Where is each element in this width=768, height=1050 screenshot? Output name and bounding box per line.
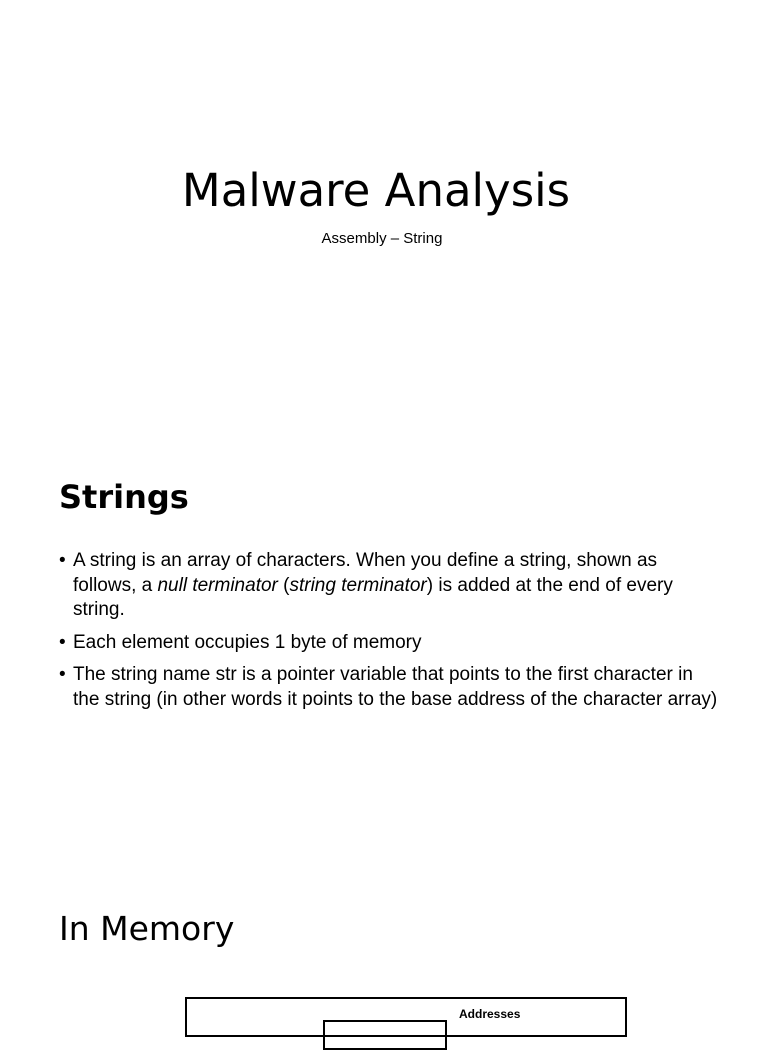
bullet-dot: • xyxy=(59,631,66,653)
addresses-label: Addresses xyxy=(459,1007,521,1021)
bullet-item xyxy=(59,631,719,656)
memory-cell xyxy=(323,1020,447,1050)
bullet-dot: • xyxy=(59,664,66,685)
slide-title: Malware Analysis xyxy=(181,164,571,217)
bullet-text: ( xyxy=(277,574,290,596)
bullet-item xyxy=(59,663,719,712)
bullet-text: The string name str is a pointer variable that points to the first character in the string (in other words it points to the base address of the character array) xyxy=(73,664,718,710)
bullet-item xyxy=(59,549,719,623)
in-memory-heading: In Memory xyxy=(59,909,235,948)
bullet-dot: • xyxy=(59,550,66,571)
bullet-text: A string is an array of characters. When you define a string, shown as follows, a xyxy=(73,550,658,596)
strings-bullet-list xyxy=(59,549,719,720)
bullet-text: Each element occupies 1 byte of memory xyxy=(73,631,422,653)
memory-diagram xyxy=(185,997,627,1037)
bullet-text: ) is added at the end of every string. xyxy=(73,574,673,620)
slide-subtitle: Assembly – String xyxy=(321,230,443,247)
bullet-emphasis: null terminator xyxy=(157,574,278,596)
bullet-emphasis: string terminator xyxy=(289,574,427,596)
strings-heading: Strings xyxy=(59,478,189,516)
